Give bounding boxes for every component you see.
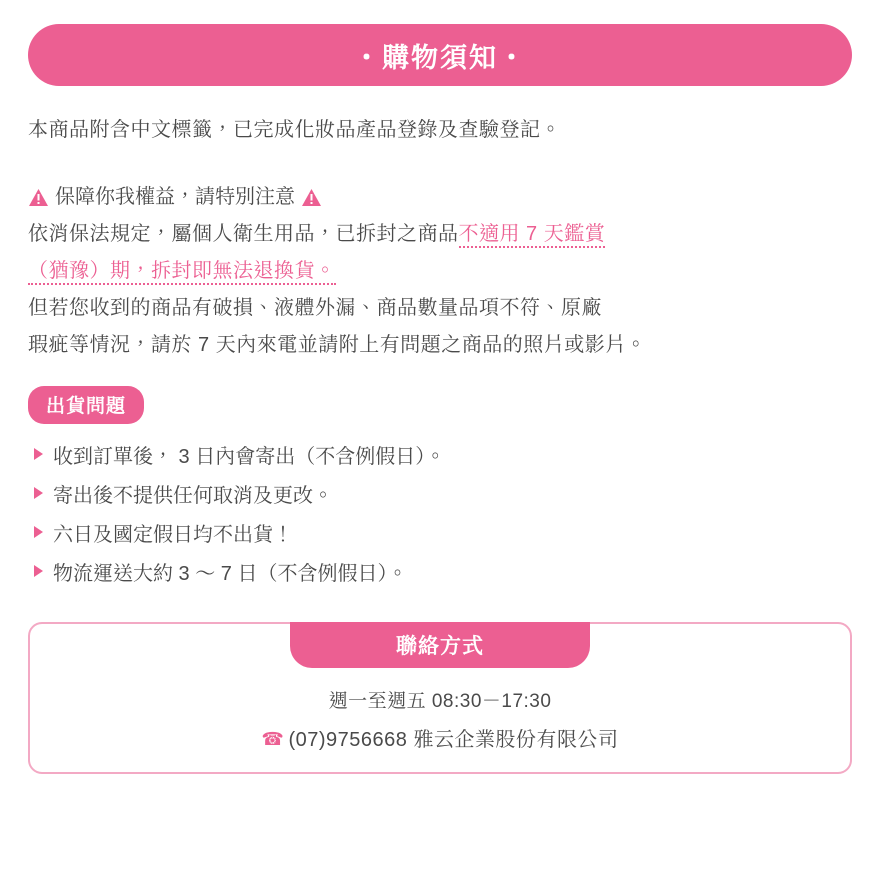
list-item: [28, 555, 852, 594]
list-item-label: 收到訂單後， 3 日內會寄出（不含例假日）。: [53, 446, 446, 468]
shipping-section: [28, 386, 852, 594]
page-title: ・購物須知・: [353, 42, 527, 73]
notice-heading-row: [28, 179, 852, 216]
triangle-bullet-icon: [34, 487, 43, 499]
contact-hours: 週一至週五 08:30－17:30: [328, 691, 552, 712]
triangle-bullet-icon: [34, 526, 43, 538]
spacer: [28, 364, 852, 386]
contact-box: [28, 622, 852, 774]
page-title-banner: [28, 24, 852, 86]
notice-heading-text: 保障你我權益，請特別注意: [55, 186, 295, 208]
notice-line-1: [28, 216, 852, 253]
list-item-label: 物流運送大約 3 ～ 7 日（不含例假日）。: [53, 563, 408, 585]
notice-line-1-prefix: 依消保法規定，屬個人衛生用品，已拆封之商品: [28, 223, 459, 245]
contact-phone-text: (07)9756668 雅云企業股份有限公司: [288, 729, 619, 751]
list-item-label: 寄出後不提供任何取消及更改。: [53, 485, 333, 507]
contact-title: 聯絡方式: [290, 622, 590, 668]
notice-line-2: [28, 253, 852, 290]
notice-content: [28, 86, 852, 594]
list-item: [28, 438, 852, 477]
triangle-bullet-icon: [34, 565, 43, 577]
shipping-section-pill: 出貨問題: [28, 386, 144, 424]
warning-icon: [301, 188, 322, 207]
list-item-label: 六日及國定假日均不出貨！: [53, 524, 293, 546]
phone-icon: ☎: [261, 728, 285, 749]
notice-line-1-highlight: 不適用 7 天鑑賞: [459, 223, 606, 248]
intro-paragraph: 本商品附含中文標籤，已完成化妝品產品登錄及查驗登記。: [28, 119, 561, 141]
notice-line-3: 但若您收到的商品有破損、液體外漏、商品數量品項不符、原廠: [28, 297, 602, 319]
spacer: [28, 149, 852, 179]
notice-line-4: 瑕疵等情況，請於 7 天內來電並請附上有問題之商品的照片或影片。: [28, 334, 647, 356]
warning-icon: [28, 188, 49, 207]
notice-line-2-highlight: （猶豫）期，拆封即無法退換貨。: [28, 260, 336, 285]
list-item: [28, 477, 852, 516]
list-item: [28, 516, 852, 555]
shipping-list: [28, 438, 852, 594]
contact-phone-row: [30, 723, 850, 752]
triangle-bullet-icon: [34, 448, 43, 460]
shopping-notice-page: [0, 24, 880, 879]
